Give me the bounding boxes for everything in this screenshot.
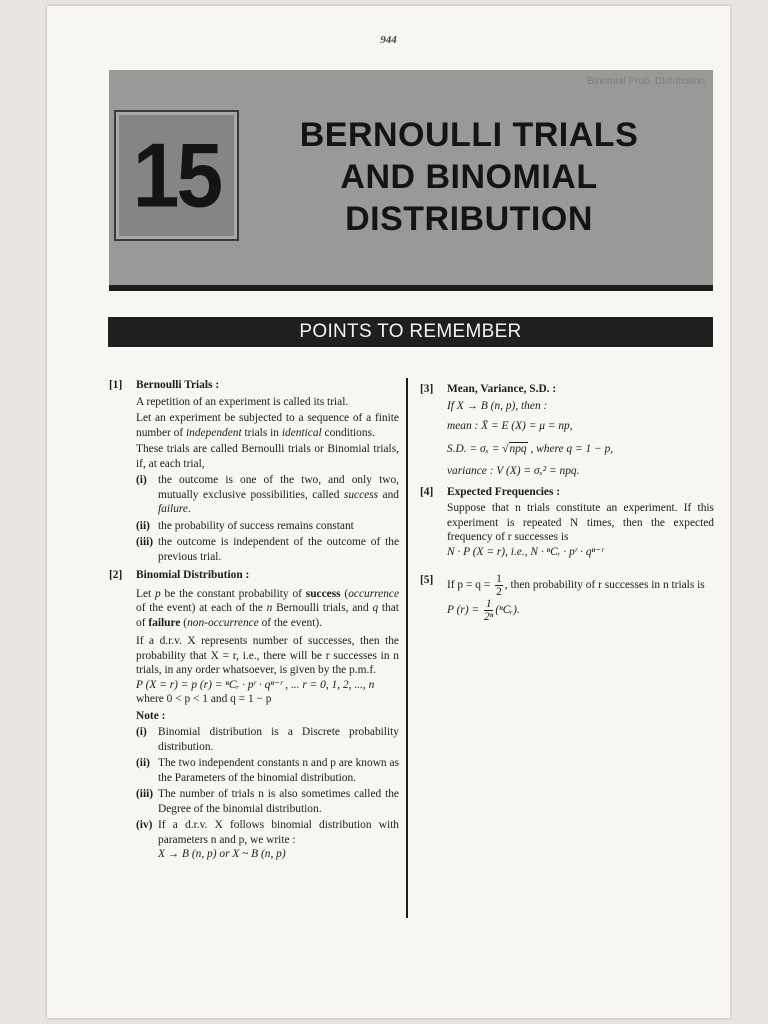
note-item: (iii) The number of trials n is also sometimes called the Degree of the binomial distribution. (136, 788, 399, 815)
note-item: (i) Binomial distribution is a Discrete probability distribution. (136, 726, 399, 753)
paragraph: If X → B (n, p), then : (447, 399, 548, 412)
section-heading: [1] Bernoulli Trials : (109, 379, 220, 391)
book-page (47, 6, 730, 1018)
section-title: Bernoulli Trials : (136, 379, 220, 391)
pmf-formula: P (X = r) = p (r) = ⁿCᵣ · pʳ · qⁿ⁻ʳ , ... r = 0, 1, 2, ..., n (136, 678, 375, 691)
left-column (109, 378, 399, 862)
expected-frequency-formula: N · P (X = r), i.e., N · ⁿCᵣ · pʳ · qⁿ⁻ʳ (447, 545, 604, 558)
bleed-through-text: Binomial Prob. Distribution (587, 76, 705, 87)
paragraph: A repetition of an experiment is called its trial. (136, 395, 349, 408)
section-heading: [4] Expected Frequencies : (420, 485, 561, 498)
page-number: 944 (380, 34, 397, 46)
variance-formula: variance : V (X) = σₓ² = npq. (447, 465, 580, 477)
note-item: (ii) The two independent constants n and p are known as the Parameters of the binomial distribution. (136, 757, 399, 784)
section-heading: [3] Mean, Variance, S.D. : (420, 383, 557, 395)
equal-probability-formula: P (r) = $\frac{1}{\text{2ⁿ}}$ (ⁿCᵣ). (447, 598, 520, 623)
list-item: (ii) the probability of success remains constant (136, 519, 354, 532)
section-heading: [5] If p = q = $\frac{1}{2}$ , then probability of r successes in n trials is (420, 573, 705, 598)
note-heading: Note : (136, 709, 166, 722)
chapter-title-line: AND BINOMIAL (340, 158, 598, 196)
notation-formula: X → B (n, p) or X ~ B (n, p) (158, 848, 286, 860)
section-title: Mean, Variance, S.D. : (447, 383, 557, 395)
column-divider (406, 378, 408, 918)
note-item: (iv) If a d.r.v. X follows binomial distribution with parameters n and p, we write : (136, 819, 399, 846)
list-item: (iii) the outcome is independent of the outcome of the previous trial. (136, 536, 399, 563)
chapter-title-line: DISTRIBUTION (345, 200, 593, 238)
chapter-title (249, 114, 689, 240)
paragraph: If a d.r.v. X represents number of successes, then the probability that X = r, i.e., there will be r successes in n trials, in any order whatsoever, is given by the p.m.f. (136, 635, 399, 676)
right-column (420, 382, 714, 623)
points-to-remember-bar: POINTS TO REMEMBER (108, 317, 713, 347)
section-text: If p = q = $\frac{1}{2}$ , then probability of r successes in n trials is (447, 573, 705, 598)
chapter-number-box (114, 110, 239, 241)
sd-formula: S.D. = σₓ = √npq , where q = 1 − p, (447, 442, 614, 455)
chapter-title-line: BERNOULLI TRIALS (299, 116, 639, 154)
section-title: Binomial Distribution : (136, 569, 250, 581)
section-heading: [2] Binomial Distribution : (109, 569, 250, 581)
mean-formula: mean : X̄ = E (X) = μ = np, (447, 420, 573, 432)
paragraph: Let p be the constant probability of success (occurrence of the event) at each of the n Bernoulli trials, and q that of failure (non-occurrence of the event). (136, 587, 400, 629)
section-title: Expected Frequencies : (447, 485, 561, 498)
paragraph: These trials are called Bernoulli trials or Binomial trials, if, at each trial, (136, 443, 399, 470)
list-item: (i) the outcome is one of the two, and only two, mutually exclusive possibilities, called success and failure. (136, 474, 400, 515)
pmf-condition: where 0 < p < 1 and q = 1 − p (136, 693, 272, 705)
chapter-banner (109, 70, 713, 291)
paragraph: Let an experiment be subjected to a sequence of a finite number of independent trials in identical conditions. (136, 412, 399, 439)
chapter-number: 15 (132, 124, 221, 226)
paragraph: Suppose that n trials constitute an experiment. If this experiment is repeated N times, then the expected frequency of r successes is (447, 502, 714, 543)
